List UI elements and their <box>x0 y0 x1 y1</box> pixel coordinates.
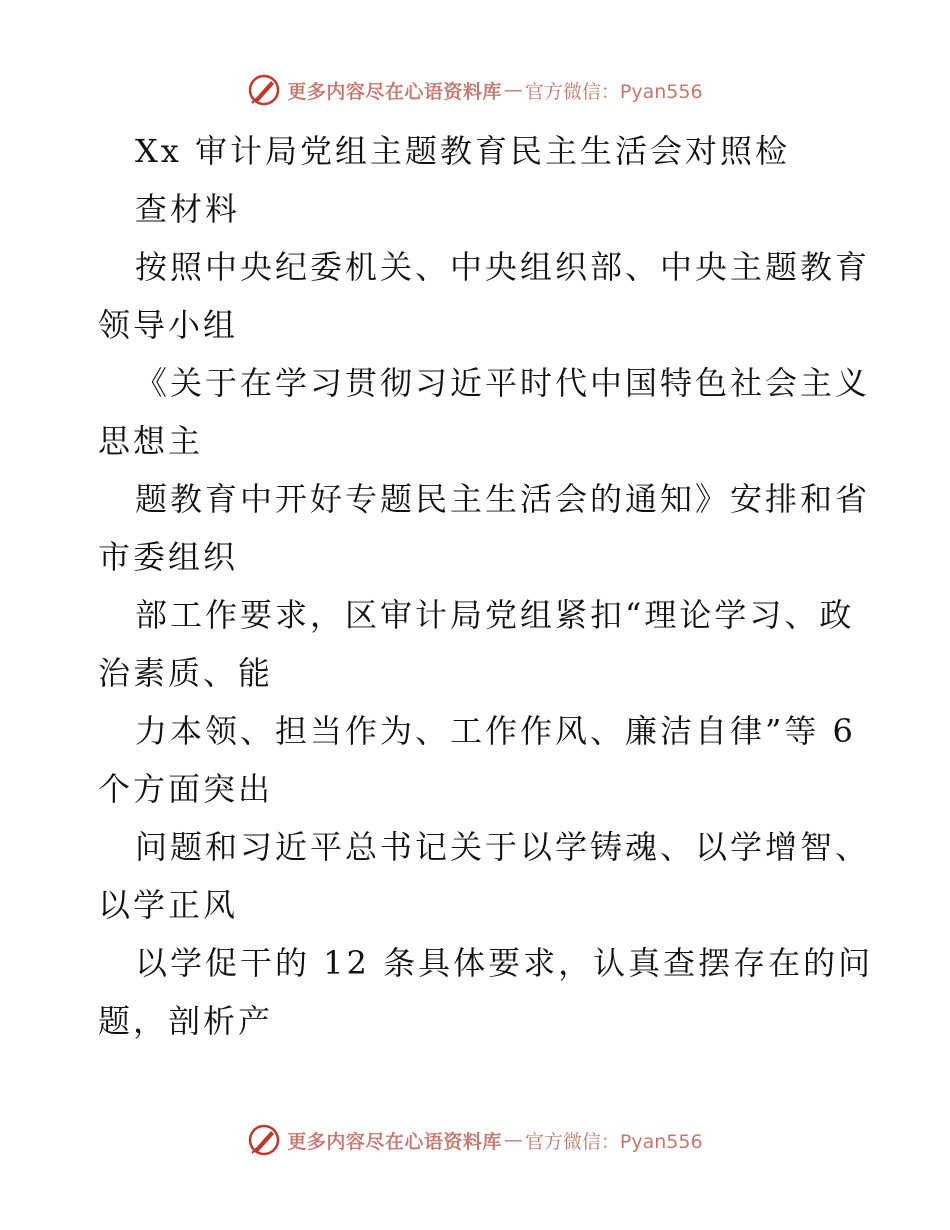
doc-line: 思想主 <box>98 422 204 460</box>
doc-line: 市委组织 <box>98 538 239 576</box>
banner-contact: 官方微信：Pyan556 <box>524 80 703 103</box>
doc-line: Xx 审计局党组主题教育民主生活会对照检 <box>135 132 791 170</box>
doc-line: 《关于在学习贯彻习近平时代中国特色社会主义 <box>135 364 871 402</box>
quill-logo-icon <box>247 73 281 107</box>
doc-line: 查材料 <box>135 190 241 228</box>
document-body <box>98 122 874 1050</box>
footer-banner <box>0 1120 950 1160</box>
doc-line: 治素质、能 <box>98 654 274 692</box>
doc-line: 个方面突出 <box>98 770 274 808</box>
banner-contact: 官方微信：Pyan556 <box>524 1130 703 1153</box>
banner-separator: — <box>503 1129 523 1151</box>
doc-line: 题教育中开好专题民主生活会的通知》安排和省 <box>135 480 871 518</box>
doc-line: 问题和习近平总书记关于以学铸魂、以学增智、 <box>135 828 871 866</box>
banner-brand: 更多内容尽在心语资料库 <box>287 1130 502 1153</box>
doc-line: 题，剖析产 <box>98 1002 274 1040</box>
quill-logo-icon <box>247 1123 281 1157</box>
doc-line: 以学促干的 12 条具体要求，认真查摆存在的问 <box>135 944 874 982</box>
banner-separator: — <box>503 79 523 101</box>
doc-line: 领导小组 <box>98 306 239 344</box>
doc-line: 部工作要求，区审计局党组紧扣“理论学习、政 <box>135 596 855 634</box>
doc-line: 力本领、担当作为、工作作风、廉洁自律”等 6 <box>135 712 856 750</box>
doc-line: 按照中央纪委机关、中央组织部、中央主题教育 <box>135 248 871 286</box>
banner-brand: 更多内容尽在心语资料库 <box>287 80 502 103</box>
header-banner <box>0 70 950 110</box>
doc-line: 以学正风 <box>98 886 239 924</box>
